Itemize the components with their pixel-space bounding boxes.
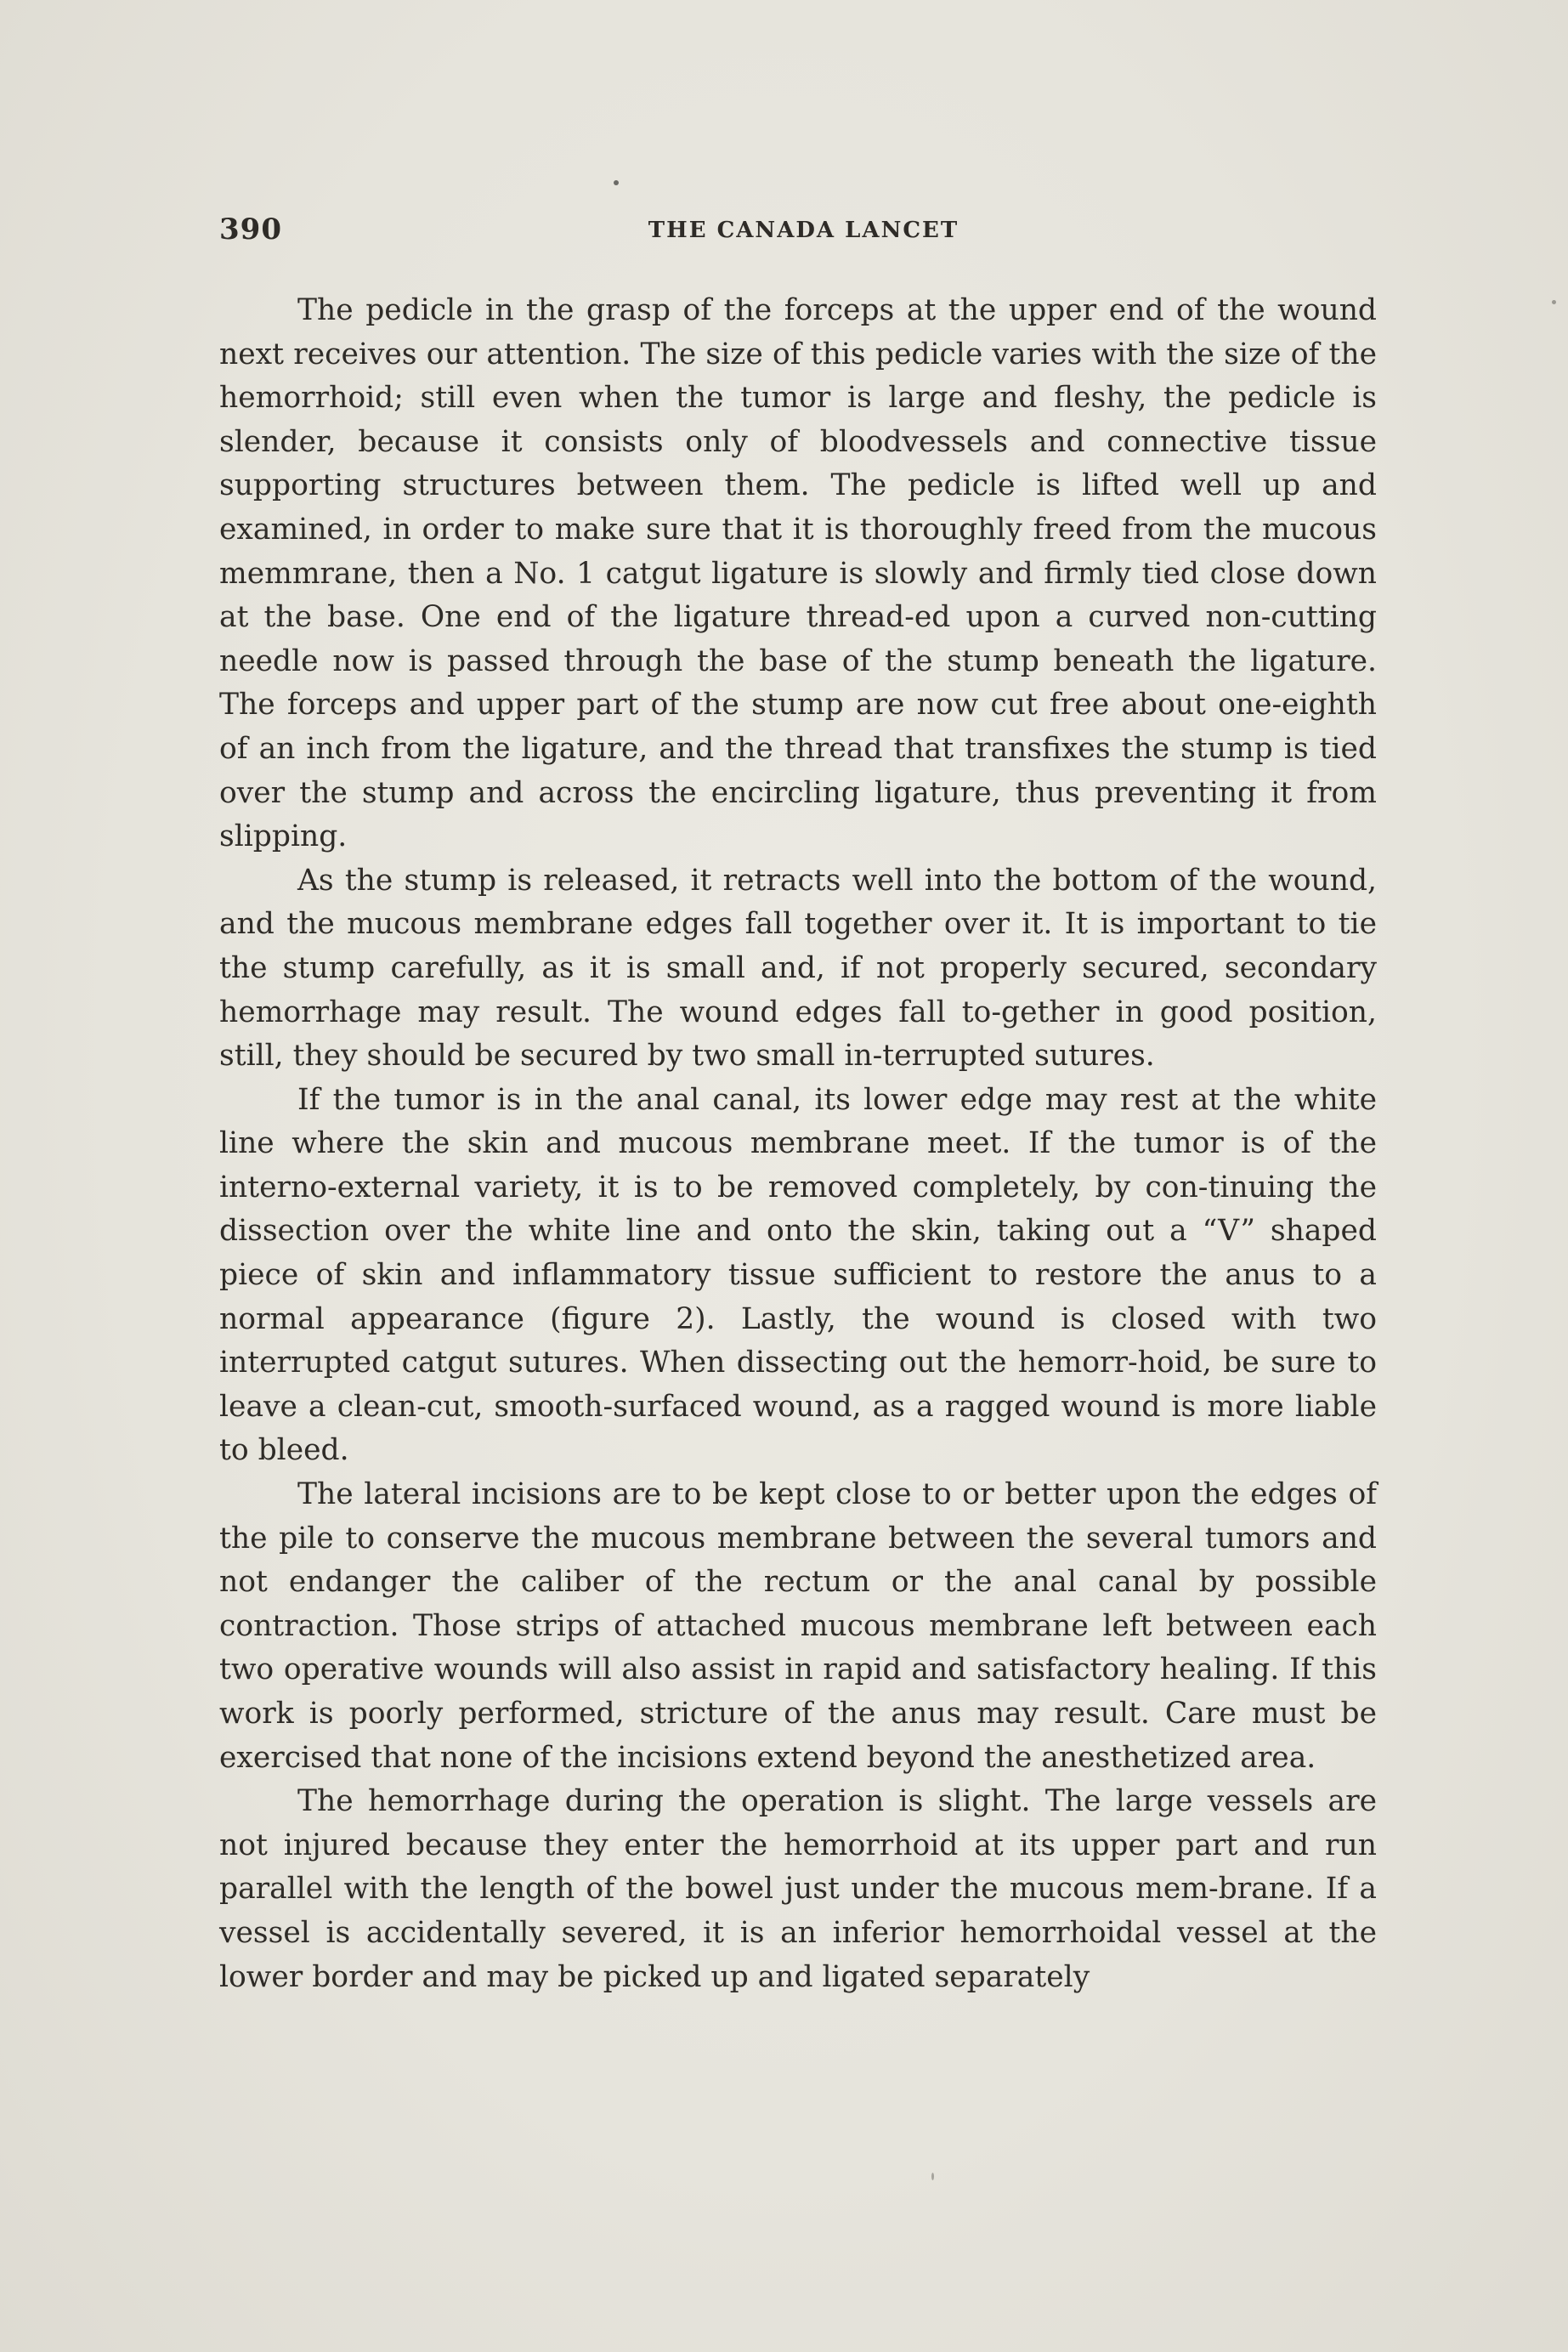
page-header bbox=[219, 213, 1388, 255]
paragraph: If the tumor is in the anal canal, its lower edge may rest at the white line where the skin and mucous membrane meet. If the tumor is of the interno-external variety, it is to be removed completely, by con-tinuing the dissection over the white line and onto the skin, taking out a “V” shaped piece of skin and inflammatory tissue sufficient to restore the anus to a normal appearance (figure 2). Lastly, the wound is closed with two interrupted catgut sutures. When dissecting out the hemorr-hoid, be sure to leave a clean-cut, smooth-surfaced wound, as a ragged wound is more liable to bleed. bbox=[219, 1082, 1377, 1468]
ink-speck bbox=[1552, 300, 1556, 304]
ink-speck bbox=[614, 180, 619, 185]
paragraph: The hemorrhage during the operation is slight. The large vessels are not injured because they enter the hemorrhoid at its upper part and run parallel with the length of the bowel just under the mucous mem-brane. If a vessel is accidentally severed, it is an inferior hemorrhoidal vessel at the lower border and may be picked up and ligated separately bbox=[219, 1784, 1377, 1994]
article-body bbox=[219, 289, 1377, 1999]
paragraph: As the stump is released, it retracts well into the bottom of the wound, and the mucous membrane edges fall together over it. It is important to tie the stump carefully, as it is small and, if not properly secured, secondary hemorrhage may result. The wound edges fall to-gether in good position, still, they should be secured by two small in-terrupted sutures. bbox=[219, 863, 1377, 1074]
paragraph: The lateral incisions are to be kept close to or better upon the edges of the pile to conserve the mucous membrane between the several tumors and not endanger the caliber of the rectum or the anal canal by possible contraction. Those strips of attached mucous membrane left between each two operative wounds will also assist in rapid and satisfactory healing. If this work is poorly performed, stricture of the anus may result. Care must be exercised that none of the incisions extend beyond the anesthetized area. bbox=[219, 1477, 1377, 1775]
paragraph: The pedicle in the grasp of the forceps at the upper end of the wound next receives our attention. The size of this pedicle varies with the size of the hemorrhoid; still even when the tumor is large and fleshy, the pedicle is slender, because it consists only of bloodvessels and connective tissue supporting structures between them. The pedicle is lifted well up and examined, in order to make sure that it is thoroughly freed from the mucous memmrane, then a No. 1 catgut ligature is slowly and firmly tied close down at the base. One end of the ligature thread-ed upon a curved non-cutting needle now is passed through the base of the stump beneath the ligature. The forceps and upper part of the stump are now cut free about one-eighth of an inch from the ligature, and the thread that transfixes the stump is tied over the stump and across the encircling ligature, thus preventing it from slipping. bbox=[219, 293, 1377, 854]
page-number: 390 bbox=[219, 213, 282, 247]
ink-speck bbox=[931, 2173, 934, 2180]
running-head: THE CANADA LANCET bbox=[648, 218, 959, 243]
